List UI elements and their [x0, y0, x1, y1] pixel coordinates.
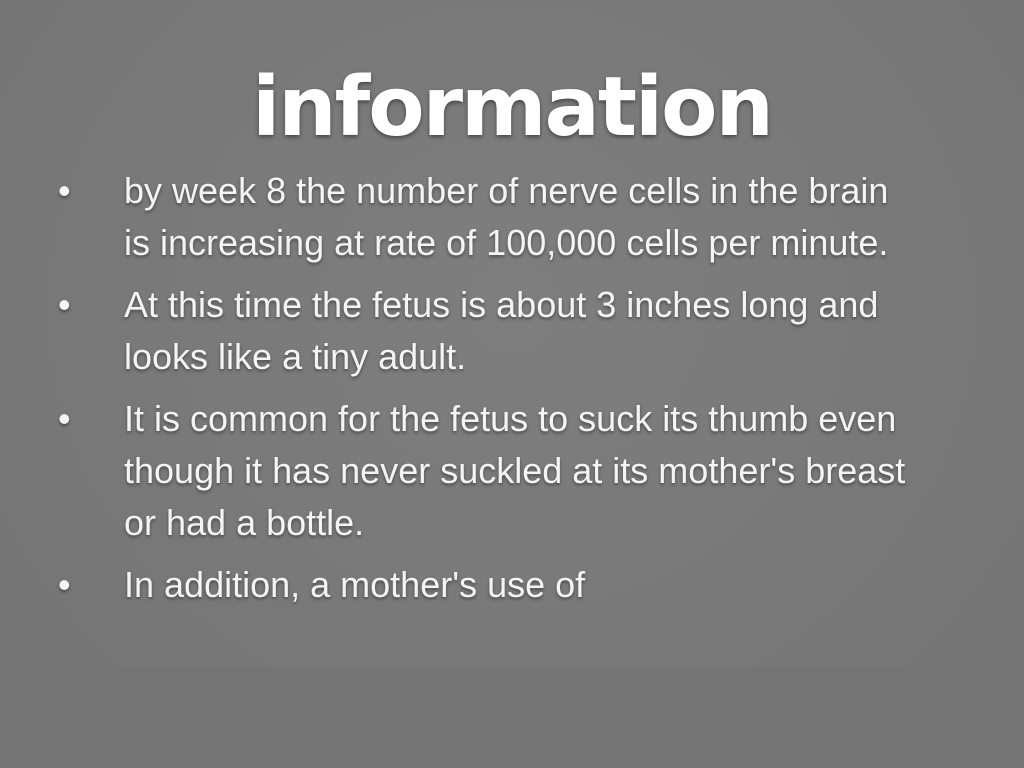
- bullet-dot-icon: •: [58, 564, 71, 605]
- bullet-item-2: [0, 279, 914, 383]
- bullet-item-4: [0, 559, 914, 611]
- bullet-item-3: [0, 393, 914, 549]
- bullet-text-4: In addition, a mother's use of: [124, 564, 586, 605]
- bullet-dot-icon: •: [58, 284, 71, 325]
- text-overflow-mask: [0, 668, 1024, 768]
- bullet-text-2: At this time the fetus is about 3 inches long and looks like a tiny adult.: [124, 284, 879, 377]
- bullet-list: [0, 165, 1024, 621]
- bullet-text-3: It is common for the fetus to suck its thumb even though it has never suckled at its mother's breast or had a bottle.: [124, 398, 906, 543]
- bullet-dot-icon: •: [58, 398, 71, 439]
- slide-title: information: [252, 60, 772, 155]
- bullet-item-1: [0, 165, 914, 269]
- bullet-text-1: by week 8 the number of nerve cells in the brain is increasing at rate of 100,000 cells per minute.: [124, 170, 889, 263]
- bullet-dot-icon: •: [58, 170, 71, 211]
